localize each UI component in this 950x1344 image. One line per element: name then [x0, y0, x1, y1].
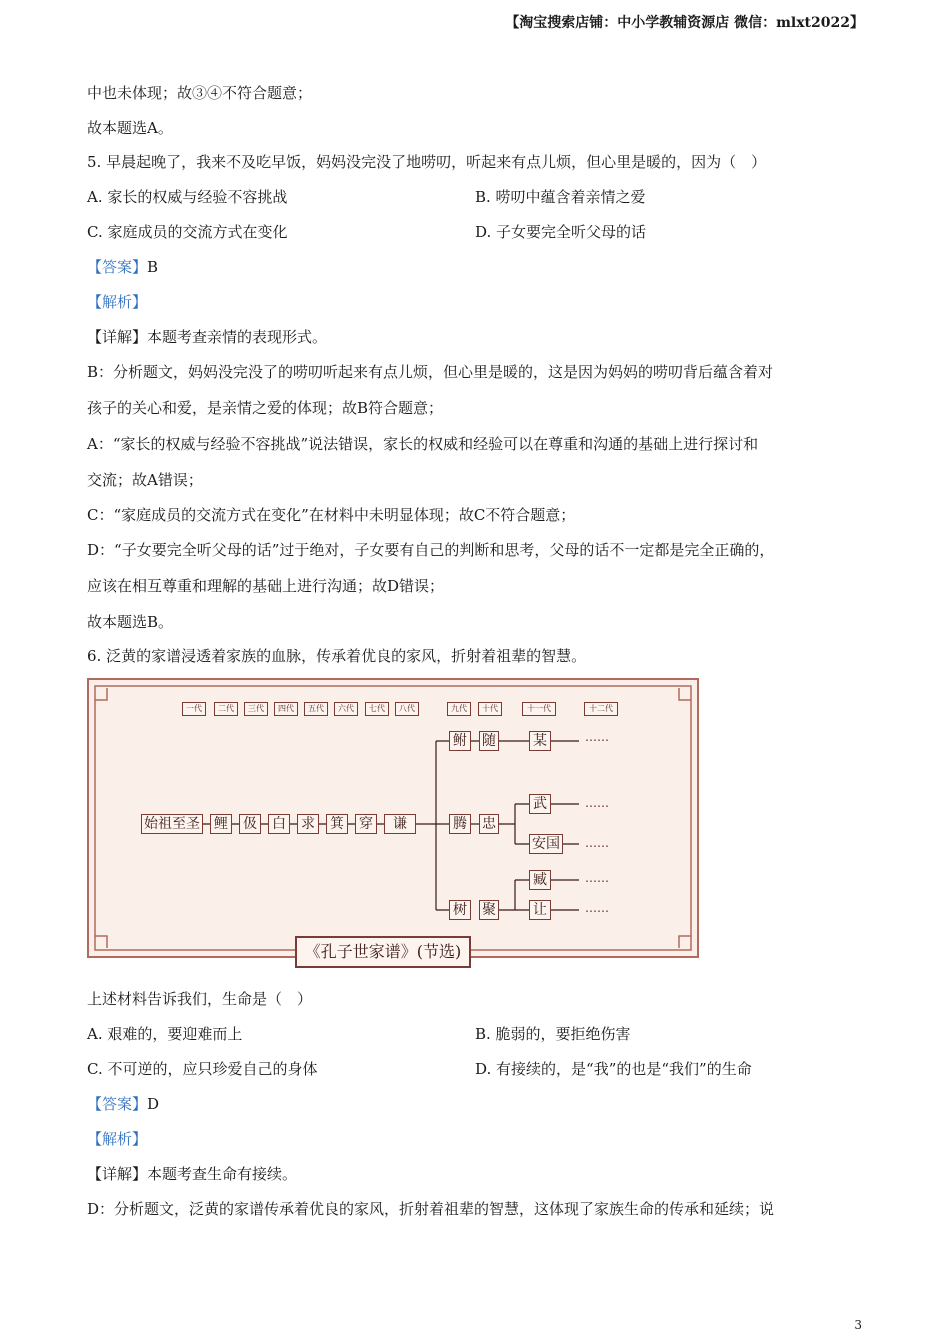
tree-node: 腾: [449, 814, 471, 834]
tree-node: 武: [529, 794, 551, 814]
option-b: B. 脆弱的，要拒绝伤害: [475, 1025, 631, 1043]
figure-caption: 《孔子世家谱》(节选): [295, 936, 471, 968]
text-line: B：分析题文，妈妈没完没了的唠叨听起来有点儿烦，但心里是暖的，这是因为妈妈的唠叨背后蕴含着对: [87, 363, 774, 381]
tree-node: 伋: [239, 814, 261, 834]
tree-node: 某: [529, 731, 551, 751]
ellipsis: ……: [585, 796, 609, 810]
answer-line: [87, 1094, 159, 1114]
generation-label: 八代: [395, 702, 419, 716]
tree-node: 忠: [479, 814, 499, 834]
ellipsis: ……: [585, 901, 609, 915]
answer-tag: 【答案】: [87, 1095, 148, 1113]
tree-node: 聚: [479, 900, 499, 920]
text-line: 故本题选A。: [87, 119, 173, 137]
text-line: D：分析题文，泛黄的家谱传承着优良的家风，折射着祖辈的智慧，这体现了家族生命的传承和延续；说: [87, 1200, 775, 1218]
text-line: 故本题选B。: [87, 613, 174, 631]
generation-label: 二代: [214, 702, 238, 716]
option-d: D. 子女要完全听父母的话: [475, 223, 647, 241]
generation-label: 一代: [182, 702, 206, 716]
generation-label: 五代: [304, 702, 328, 716]
generation-label: 十二代: [584, 702, 618, 716]
answer-value: B: [147, 258, 159, 276]
option-a: A. 艰难的，要迎难而上: [87, 1025, 243, 1043]
detail-line: [87, 327, 327, 347]
tree-node: 随: [479, 731, 499, 751]
generation-label: 十代: [478, 702, 502, 716]
text-line: 孩子的关心和爱，是亲情之爱的体现；故B符合题意；: [87, 399, 444, 417]
tree-node: 安国: [529, 834, 563, 854]
text-line: C：“家庭成员的交流方式在变化”在材料中未明显体现；故C不符合题意；: [87, 506, 576, 524]
generation-label: 十一代: [522, 702, 556, 716]
family-tree-figure: [87, 678, 699, 970]
text-line: 中也未体现；故③④不符合题意；: [87, 84, 313, 102]
option-a: A. 家长的权威与经验不容挑战: [87, 188, 288, 206]
ellipsis: ……: [585, 730, 609, 744]
option-c: C. 家庭成员的交流方式在变化: [87, 223, 288, 241]
detail-line: [87, 1164, 297, 1184]
tree-node: 让: [529, 900, 551, 920]
option-d: D. 有接续的，是“我”的也是“我们”的生命: [475, 1060, 752, 1078]
text-line: D：“子女要完全听父母的话”过于绝对，子女要有自己的判断和思考，父母的话不一定都是完全正确的，: [87, 541, 775, 559]
question-6-stem: 上述材料告诉我们，生命是（ ）: [87, 990, 313, 1008]
generation-label: 三代: [244, 702, 268, 716]
page-header: 【淘宝搜索店铺：中小学教辅资源店 微信：mlxt2022】: [505, 15, 864, 31]
analysis-tag: 【解析】: [87, 293, 148, 311]
tree-node: 谦: [384, 814, 416, 834]
generation-label: 六代: [334, 702, 358, 716]
detail-tag: 【详解】: [87, 328, 148, 346]
detail-text: 本题考查生命有接续。: [147, 1165, 298, 1183]
analysis-tag: 【解析】: [87, 1130, 148, 1148]
generation-label: 七代: [365, 702, 389, 716]
text-line: 应该在相互尊重和理解的基础上进行沟通；故D错误；: [87, 577, 445, 595]
tree-node: 箕: [326, 814, 348, 834]
tree-node: 穿: [355, 814, 377, 834]
option-c: C. 不可逆的，应只珍爱自己的身体: [87, 1060, 318, 1078]
answer-line: [87, 257, 158, 277]
detail-tag: 【详解】: [87, 1165, 148, 1183]
tree-node: 求: [297, 814, 319, 834]
detail-text: 本题考查亲情的表现形式。: [147, 328, 328, 346]
tree-node-root: 始祖至圣: [141, 814, 203, 834]
ellipsis: ……: [585, 836, 609, 850]
generation-label: 四代: [274, 702, 298, 716]
tree-node: 鲋: [449, 731, 471, 751]
page-number: 3: [854, 1318, 862, 1332]
option-b: B. 唠叨中蕴含着亲情之爱: [475, 188, 646, 206]
text-line: 交流；故A错误；: [87, 471, 203, 489]
question-5: 5. 早晨起晚了，我来不及吃早饭，妈妈没完没了地唠叨，听起来有点儿烦，但心里是暖的，因为（ ）: [87, 153, 767, 171]
ellipsis: ……: [585, 871, 609, 885]
generation-label: 九代: [447, 702, 471, 716]
answer-tag: 【答案】: [87, 258, 148, 276]
text-line: A：“家长的权威与经验不容挑战”说法错误，家长的权威和经验可以在尊重和沟通的基础上进行探讨和: [87, 435, 759, 453]
tree-node: 树: [449, 900, 471, 920]
answer-value: D: [147, 1095, 160, 1113]
tree-node: 鲤: [210, 814, 232, 834]
tree-node: 臧: [529, 870, 551, 890]
question-6: 6. 泛黄的家谱浸透着家族的血脉，传承着优良的家风，折射着祖辈的智慧。: [87, 647, 587, 665]
tree-node: 白: [268, 814, 290, 834]
